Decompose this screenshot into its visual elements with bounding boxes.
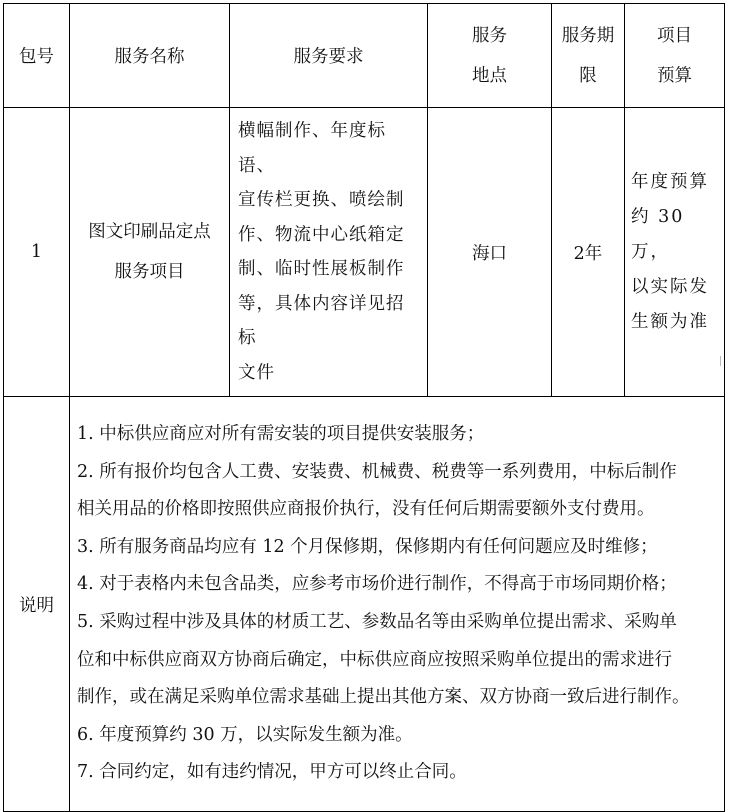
page-edge-mark — [720, 356, 725, 366]
header-service-location — [428, 4, 552, 108]
requirements-cell — [230, 108, 428, 397]
requirements-line: 宣传栏更换、喷绘制 — [238, 190, 405, 210]
header-row — [4, 4, 725, 108]
header-service-requirements: 服务要求 — [230, 4, 428, 108]
budget-line: 生额为准 — [631, 311, 709, 332]
notes-label-cell: 说明 — [4, 397, 70, 812]
header-project-budget — [625, 4, 725, 108]
note-line: 6. 年度预算约 30 万，以实际发生额为准。 — [77, 724, 413, 745]
note-line: 2. 所有报价均包含人工费、安装费、机械费、税费等一系列费用，中标后制作 — [77, 461, 677, 482]
table-row — [4, 108, 725, 397]
budget-line: 年度预算 — [631, 171, 709, 192]
budget-cell — [625, 108, 725, 397]
requirements-line: 横幅制作、年度标语、 — [238, 121, 386, 176]
location-cell: 海口 — [428, 108, 552, 397]
requirements-line: 作、物流中心纸箱定 — [238, 224, 405, 245]
period-cell: 2年 — [552, 108, 625, 397]
note-line: 位和中标供应商双方协商后确定，中标供应商应按照采购单位提出的需求进行 — [77, 649, 672, 670]
budget-line: 约 30 万， — [631, 206, 685, 262]
note-line: 4. 对于表格内未包含品类，应参考市场价进行制作，不得高于市场同期价格； — [77, 574, 677, 595]
notes-content-cell — [70, 397, 725, 812]
header-location-line2: 地点 — [472, 65, 507, 86]
package-number-cell: 1 — [4, 108, 70, 397]
header-budget-line1: 项目 — [657, 25, 692, 46]
header-service-period — [552, 4, 625, 108]
budget-line: 以实际发 — [631, 276, 709, 297]
notes-row — [4, 397, 725, 812]
service-name-line: 图文印刷品定点 — [88, 222, 211, 242]
header-period-line1: 服务期 — [561, 25, 615, 46]
note-line: 1. 中标供应商应对所有需安装的项目提供安装服务； — [77, 424, 485, 445]
header-service-name: 服务名称 — [70, 4, 230, 108]
header-period-line2: 限 — [579, 65, 597, 86]
header-package-no: 包号 — [4, 4, 70, 108]
header-location-line1: 服务 — [472, 25, 507, 46]
note-line: 3. 所有服务商品均应有 12 个月保修期，保修期内有任何问题应及时维修； — [77, 536, 658, 557]
requirements-line: 制、临时性展板制作 — [238, 259, 405, 279]
procurement-table — [3, 3, 725, 812]
service-name-cell — [70, 108, 230, 397]
requirements-line: 等，具体内容详见招标 — [238, 293, 405, 348]
note-line: 相关用品的价格即按照供应商报价执行，没有任何后期需要额外支付费用。 — [77, 499, 655, 520]
note-line: 制作，或在满足采购单位需求基础上提出其他方案、双方协商一致后进行制作。 — [77, 687, 690, 708]
service-name-line: 服务项目 — [114, 262, 185, 282]
note-line: 5. 采购过程中涉及具体的材质工艺、参数品名等由采购单位提出需求、采购单 — [77, 612, 677, 632]
requirements-line: 文件 — [238, 362, 275, 383]
header-budget-line2: 预算 — [657, 65, 692, 86]
note-line: 7. 合同约定，如有违约情况，甲方可以终止合同。 — [77, 762, 467, 783]
